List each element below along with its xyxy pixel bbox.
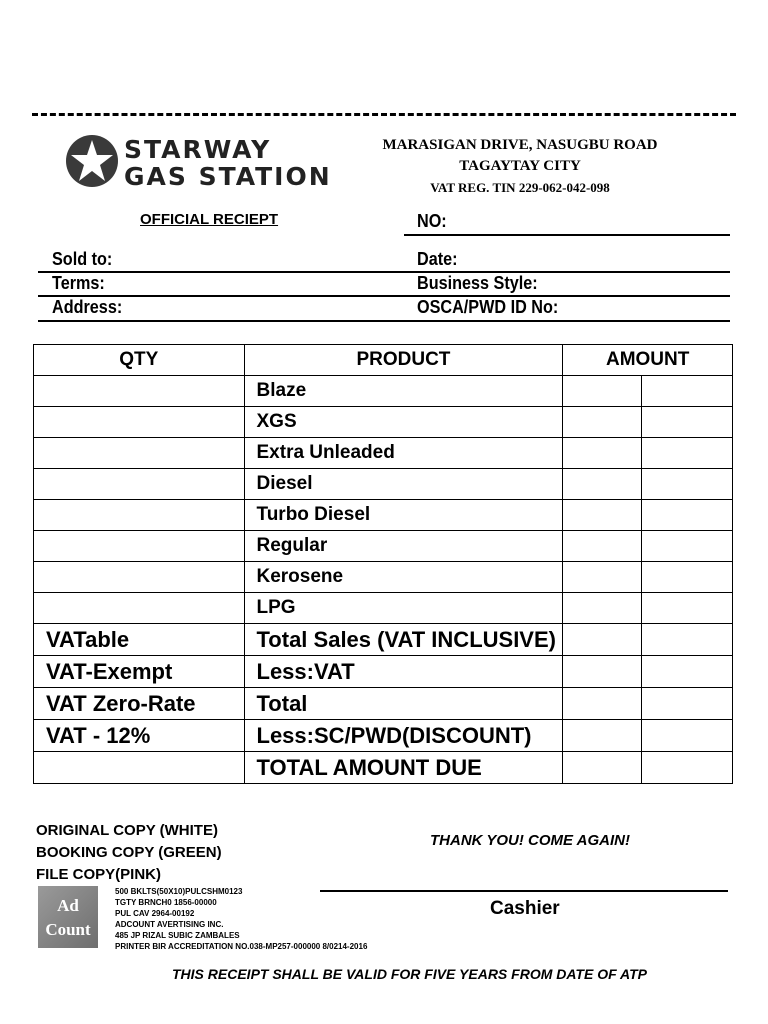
product-cell: Diesel	[244, 469, 563, 500]
amount-cell	[563, 562, 642, 593]
amount-cents-cell	[642, 562, 733, 593]
sold-to-label: Sold to:	[52, 249, 113, 269]
brand-line1: STARWAY	[124, 135, 272, 164]
amount-cell	[563, 593, 642, 624]
amount-cents-cell	[642, 656, 733, 688]
copy-original: ORIGINAL COPY (WHITE)	[36, 822, 218, 839]
vat-label: VAT Zero-Rate	[34, 688, 245, 720]
vat-label: VAT-Exempt	[34, 656, 245, 688]
amount-cell	[563, 469, 642, 500]
totals-row	[34, 624, 733, 656]
amount-cents-cell	[642, 593, 733, 624]
totals-label: Total	[244, 688, 563, 720]
product-table	[33, 344, 733, 784]
product-header: PRODUCT	[244, 345, 563, 376]
amount-cell	[563, 720, 642, 752]
terms-line	[38, 295, 730, 297]
amount-cell	[563, 624, 642, 656]
printer-logo-text: Ad Count	[45, 896, 91, 939]
address-line	[38, 320, 730, 322]
brand-name	[124, 136, 332, 190]
printer-info-line: ADCOUNT AVERTISING INC.	[115, 920, 224, 929]
table-row	[34, 500, 733, 531]
totals-row	[34, 656, 733, 688]
address-line1: MARASIGAN DRIVE, NASUGBU ROAD	[382, 137, 658, 153]
amount-cents-cell	[642, 407, 733, 438]
terms-label: Terms:	[52, 273, 105, 293]
amount-cents-cell	[642, 469, 733, 500]
amount-cell	[563, 531, 642, 562]
amount-cents-cell	[642, 720, 733, 752]
printer-info-line: TGTY BRNCH0 1856-00000	[115, 898, 217, 907]
amount-cents-cell	[642, 376, 733, 407]
receipt-no-label: NO:	[417, 211, 447, 231]
copy-distribution	[36, 820, 222, 886]
table-header-row	[34, 345, 733, 376]
qty-cell	[34, 500, 245, 531]
amount-cents-cell	[642, 500, 733, 531]
printer-info	[115, 886, 367, 952]
totals-row	[34, 688, 733, 720]
printer-logo	[38, 886, 98, 948]
table-row	[34, 407, 733, 438]
amount-cents-cell	[642, 624, 733, 656]
vat-label	[34, 752, 245, 784]
product-cell: LPG	[244, 593, 563, 624]
amount-cell	[563, 376, 642, 407]
table-row	[34, 438, 733, 469]
product-cell: XGS	[244, 407, 563, 438]
address-line2: TAGAYTAY CITY	[459, 158, 581, 174]
table-row	[34, 562, 733, 593]
cashier-label: Cashier	[490, 898, 560, 919]
printer-info-line: 485 JP RIZAL SUBIC ZAMBALES	[115, 931, 240, 940]
qty-cell	[34, 438, 245, 469]
totals-row	[34, 752, 733, 784]
amount-cents-cell	[642, 752, 733, 784]
amount-cents-cell	[642, 688, 733, 720]
table-row	[34, 531, 733, 562]
amount-cell	[563, 500, 642, 531]
qty-cell	[34, 407, 245, 438]
printer-info-line: 500 BKLTS(50X10)PULCSHM0123	[115, 887, 243, 896]
qty-cell	[34, 593, 245, 624]
totals-label: Less:VAT	[244, 656, 563, 688]
product-cell: Kerosene	[244, 562, 563, 593]
amount-cell	[563, 656, 642, 688]
amount-header: AMOUNT	[563, 345, 733, 376]
vat-label: VAT - 12%	[34, 720, 245, 752]
qty-cell	[34, 376, 245, 407]
qty-cell	[34, 562, 245, 593]
totals-label: Less:SC/PWD(DISCOUNT)	[244, 720, 563, 752]
cashier-signature-line	[320, 890, 728, 892]
sold-to-line	[38, 271, 730, 273]
qty-header: QTY	[34, 345, 245, 376]
cut-line	[32, 113, 736, 116]
amount-cents-cell	[642, 438, 733, 469]
copy-booking: BOOKING COPY (GREEN)	[36, 844, 222, 861]
business-style-label: Business Style:	[417, 273, 538, 293]
printer-info-line: PRINTER BIR ACCREDITATION NO.038-MP257-000000 8/0214-2016	[115, 942, 368, 951]
qty-cell	[34, 531, 245, 562]
osca-pwd-label: OSCA/PWD ID No:	[417, 297, 559, 317]
receipt-title: OFFICIAL RECIEPT	[140, 211, 279, 228]
product-cell: Extra Unleaded	[244, 438, 563, 469]
amount-cell	[563, 407, 642, 438]
amount-cell	[563, 438, 642, 469]
star-logo-icon	[66, 135, 118, 187]
amount-cell	[563, 752, 642, 784]
amount-cents-cell	[642, 531, 733, 562]
vat-reg-tin: VAT REG. TIN 229-062-042-098	[430, 180, 610, 195]
totals-label: Total Sales (VAT INCLUSIVE)	[244, 624, 563, 656]
receipt-no-line	[404, 234, 730, 236]
table-row	[34, 469, 733, 500]
copy-file: FILE COPY(PINK)	[36, 866, 162, 883]
brand-line2: GAS STATION	[124, 162, 332, 191]
thank-you-text: THANK YOU! COME AGAIN!	[430, 832, 630, 849]
table-row	[34, 376, 733, 407]
total-amount-due-label: TOTAL AMOUNT DUE	[244, 752, 563, 784]
qty-cell	[34, 469, 245, 500]
product-cell: Regular	[244, 531, 563, 562]
validity-notice: THIS RECEIPT SHALL BE VALID FOR FIVE YEARS FROM DATE OF ATP	[172, 966, 647, 982]
totals-row	[34, 720, 733, 752]
printer-info-line: PUL CAV 2964-00192	[115, 909, 195, 918]
product-cell: Blaze	[244, 376, 563, 407]
product-cell: Turbo Diesel	[244, 500, 563, 531]
date-label: Date:	[417, 249, 458, 269]
vat-label: VATable	[34, 624, 245, 656]
amount-cell	[563, 688, 642, 720]
address-label: Address:	[52, 297, 123, 317]
table-row	[34, 593, 733, 624]
